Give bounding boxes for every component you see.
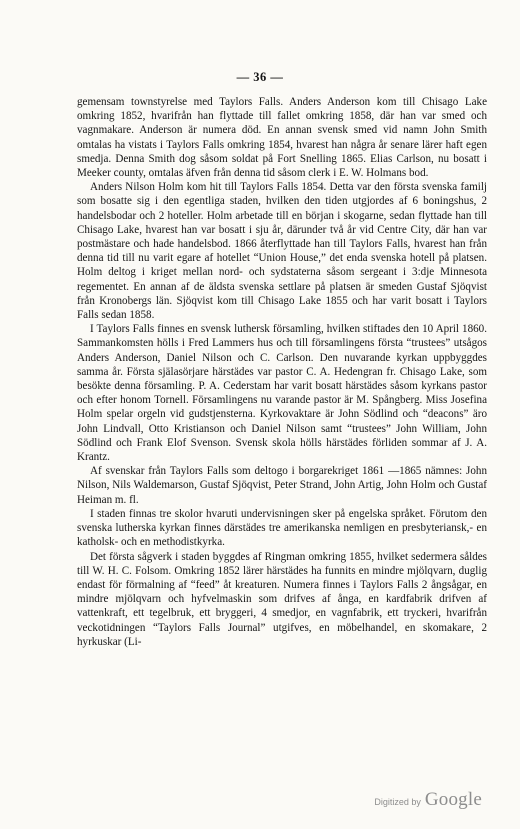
watermark-prefix: Digitized by: [374, 797, 421, 807]
paragraph-6: Det första sågverk i staden byggdes af Ringman omkring 1855, hvilket sedermera såldes till W. H. C. Folsom. Omkring 1852 lärer härstädes ha funnits en mindre mjölqvarn, duglig endast för förmalning af “feed” åt kreaturen. Numera finnes i Taylors Falls 2 ångsågar, en mindre mjölqvarn och hyfvelmaskin som drifves af ånga, en kardfabrik drifven af vattenkraft, ett tegelbruk, ett bryggeri, 4 smedjor, en vagnfabrik, ett tryckeri, hvarifrån veckotidningen “Taylors Falls Journal” utgifves, en möbelhandel, en skomakare, 2 hyrkuskar (Li-: [77, 550, 487, 648]
paragraph-5: I staden finnas tre skolor hvaruti undervisningen sker på engelska språket. Förutom den svenska lutherska kyrkan finnes därstädes tre amerikanska nemligen en presbyteriansk,- en katholsk- och en methodistkyrka.: [77, 507, 487, 549]
paragraph-4: Af svenskar från Taylors Falls som deltogo i borgarekriget 1861 —1865 nämnes: John Nilson, Nils Waldemarson, Gustaf Sjöqvist, Peter Strand, John Artig, John Holm och Gustaf Heiman m. fl.: [77, 465, 487, 506]
paragraph-1: gemensam townstyrelse med Taylors Falls. Anders Anderson kom till Chisago Lake omkring 1852, hvarifrån han flyttade till fallet omkring 1858, där han var smed och vagnmakare. Anderson är numera död. En annan svensk smed vid namn John Smith omtalas ha vistats i Taylors Falls omkring 1854, hvarest han några år senare lärer haft egen smedja. Denna Smith dog såsom soldat på Fort Snelling 1865. Elias Carlson, nu bosatt i Meeker county, omtalas äfven från denna tid såsom clerk i E. W. Holmans bod.: [77, 96, 487, 180]
watermark: [374, 789, 482, 811]
paragraph-3: I Taylors Falls finnes en svensk luthersk församling, hvilken stiftades den 10 April 1860. Sammankomsten hölls i Fred Lammers hus och till församlingens första “trustees” utsågos Anders Anderson, Daniel Nilson och C. Carlson. Den nuvarande kyrkan uppbyggdes samma år. Första själasörjare härstädes var pastor C. A. Hedengran fr. Chisago Lake, som besökte denna församling. P. A. Cederstam har varit bosatt härstädes såsom kyrkans pastor och efter honom Tornell. Församlingens nu varande pastor är M. Spångberg. Miss Josefina Holm spelar orgeln vid gudstjensterna. Kyrkovaktare är John Södlind och “deacons” äro John Lindvall, Otto Kristianson och Daniel Nilson samt “trustees” John William, John Södlind och Frank Elof Svenson. Svensk skola hölls härstädes förliden sommar af J. A. Krantz.: [77, 323, 487, 464]
body-text: [77, 95, 487, 649]
paragraph-2: Anders Nilson Holm kom hit till Taylors Falls 1854. Detta var den första svenska familj som bosatte sig i den egentliga staden, hvilken den tiden utgjordes af 6 boningshus, 2 handelsbodar och 2 hoteller. Holm arbetade till en början i skogarne, sedan flyttade han till Chisago Lake, hvarest han var bosatt i sju år, därunder två år vid Centre City, där han var postmästare och hade handelsbod. 1866 återflyttade han till Taylors Falls, hvarest han från denna tid till nu varit egare af hotellet “Union House,” det enda svenska hotell på platsen. Holm deltog i kriget mellan nord- och sydstaterna såsom sergeant i 3:dje Minnesota regementet. En annan af de äldsta svenska settlare på platsen är smeden Gustaf Sjöqvist från Kronobergs län. Sjöqvist kom till Chisago Lake 1855 och har varit bosatt i Taylors Falls sedan 1858.: [77, 181, 487, 322]
google-logo-text: Google: [424, 789, 482, 810]
page-number: — 36 —: [236, 70, 284, 84]
